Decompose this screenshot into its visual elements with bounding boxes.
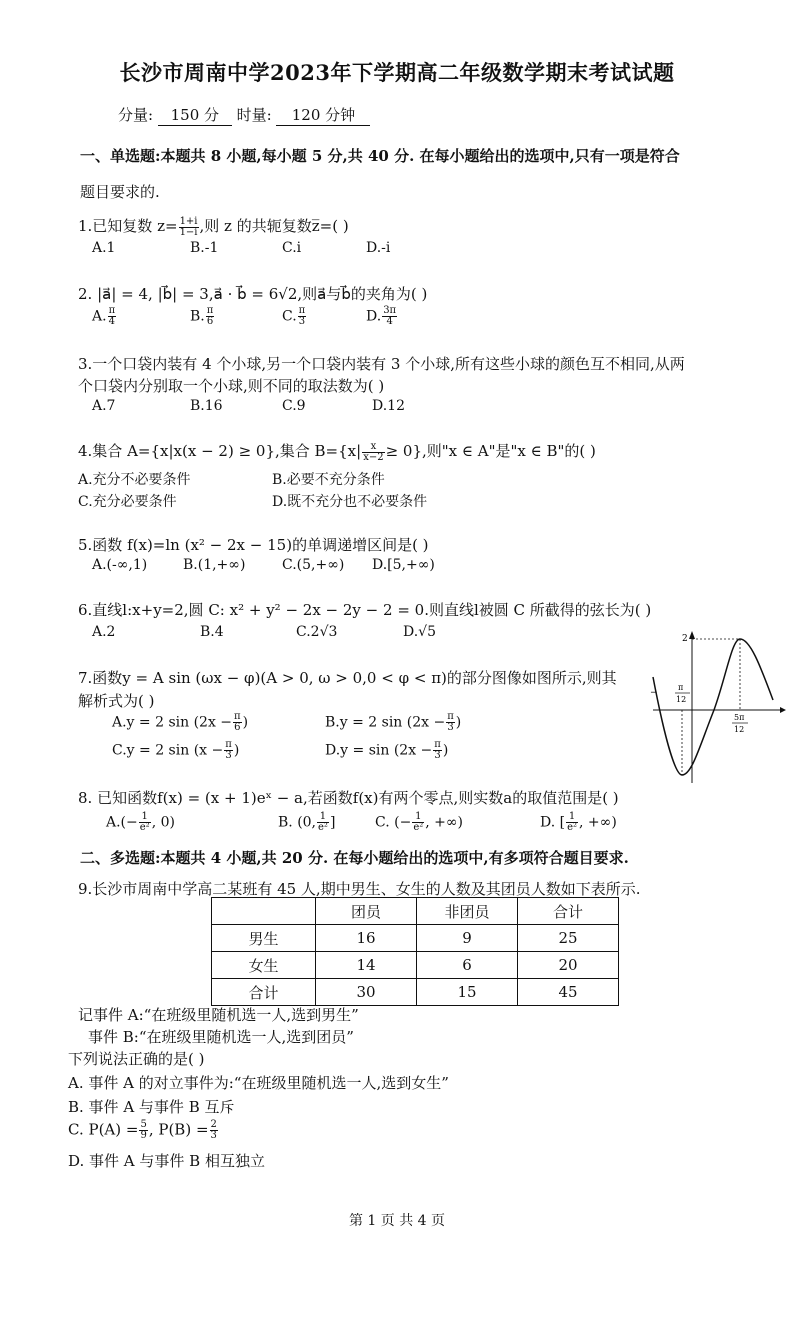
table-header-cell: 合计 [518, 898, 619, 925]
q5-option-d: D.[5,+∞) [372, 557, 435, 573]
q2-b-den: 6 [206, 316, 214, 327]
q2-a-label: A. [92, 308, 107, 325]
q8-d-pre: D. [ [540, 814, 566, 831]
table-cell: 6 [417, 952, 518, 979]
graph-minus-sign: − [650, 688, 658, 698]
q7-d-frac [433, 740, 442, 761]
q2-c-label: C. [282, 308, 297, 325]
q8-d-num: 1 [566, 812, 578, 823]
q8-b-pre: B. (0, [278, 814, 317, 831]
page-footer: 第 1 页 共 4 页 [348, 1213, 446, 1229]
q9-prompt: 下列说法正确的是( ) [68, 1050, 205, 1068]
score-value: 150 分 [158, 104, 232, 126]
q2-option-c [282, 306, 307, 327]
q4-den: x−2 [363, 451, 384, 463]
q2-a-den: 4 [108, 316, 116, 327]
q7-c-pre: C.y = 2 sin (x − [112, 742, 224, 759]
section2-header: 二、多选题:本题共 4 小题,共 20 分. 在每小题给出的选项中,有多项符合题目要求. [80, 849, 629, 867]
question-6: 6.直线l:x+y=2,圆 C: x² + y² − 2x − 2y − 2 = 0.则直线l被圆 C 所截得的弦长为( ) [78, 601, 652, 619]
question-1 [78, 215, 349, 238]
q7-a-post: ) [242, 714, 249, 731]
q3-option-b: B.16 [190, 398, 223, 414]
graph-left-den: 12 [676, 695, 687, 704]
q4-option-b: B.必要不充分条件 [272, 472, 385, 488]
table-cell: 14 [316, 952, 417, 979]
score-label: 分量: [118, 106, 154, 124]
q1-den: 1−i [179, 226, 198, 238]
q1-option-a: A.1 [92, 240, 116, 256]
q9-option-d: D. 事件 A 与事件 B 相互独立 [68, 1152, 265, 1170]
q7-option-c [112, 740, 239, 761]
q7-d-post: ) [442, 742, 449, 759]
q4-option-d: D.既不充分也不必要条件 [272, 494, 428, 510]
table-row [212, 952, 619, 979]
q2-a-num: π [108, 305, 116, 316]
question-4 [78, 440, 596, 463]
q8-c-frac [412, 812, 424, 833]
question-7-line1: 7.函数y = A sin (ωx − φ)(A > 0, ω > 0,0 < φ < π)的部分图像如图所示,则其 [78, 669, 617, 687]
y-axis-arrow-icon [689, 631, 695, 639]
q4-option-c: C.充分必要条件 [78, 494, 177, 510]
q8-a-post: , 0) [151, 814, 175, 831]
q4-fraction [362, 442, 384, 463]
graph-right-den: 12 [734, 725, 745, 734]
q7-a-den: 6 [234, 722, 241, 733]
question-5: 5.函数 f(x)=ln (x² − 2x − 15)的单调递增区间是( ) [78, 536, 429, 554]
table-header-cell: 团员 [316, 898, 417, 925]
q8-d-post: , +∞) [579, 814, 617, 831]
table-cell: 25 [518, 925, 619, 952]
q8-d-den: e² [567, 822, 578, 833]
q8-c-num: 1 [412, 812, 424, 823]
q7-b-frac [446, 712, 455, 733]
table-cell: 16 [316, 925, 417, 952]
q8-d-frac [566, 812, 578, 833]
q2-b-label: B. [190, 308, 205, 325]
q8-a-num: 1 [139, 812, 151, 823]
q7-a-pre: A.y = 2 sin (2x − [112, 714, 233, 731]
q2-c-den: 3 [298, 316, 306, 327]
table-cell: 45 [518, 979, 619, 1006]
section1-header-line2: 题目要求的. [80, 183, 160, 201]
q1-fraction [179, 217, 199, 238]
table-header-cell: 非团员 [417, 898, 518, 925]
q8-c-pre: C. (− [375, 814, 412, 831]
q7-c-num: π [225, 739, 232, 750]
q2-b-frac [206, 306, 215, 327]
q7-sine-graph [648, 625, 788, 785]
q2-d-label: D. [366, 308, 382, 325]
q8-option-d [540, 812, 617, 833]
q9-c-mid: , P(B) = [148, 1120, 209, 1139]
page-title: 长沙市周南中学2023年下学期高二年级数学期末考试试题 [119, 60, 675, 85]
table-row [212, 979, 619, 1006]
x-axis-arrow-icon [780, 707, 786, 713]
table-header-cell [212, 898, 316, 925]
table-cell: 15 [417, 979, 518, 1006]
q9-c-frac2 [210, 1120, 218, 1141]
q8-b-den: e² [318, 822, 328, 833]
q3-option-a: A.7 [92, 398, 116, 414]
q7-c-den: 3 [225, 750, 232, 761]
q7-d-den: 3 [434, 750, 441, 761]
graph-y-label: 2 [682, 634, 688, 644]
q2-c-frac [298, 306, 307, 327]
q6-option-a: A.2 [92, 624, 116, 640]
q2-d-den: 4 [386, 316, 393, 327]
q1-stem-pre: 1.已知复数 z= [78, 217, 178, 235]
q8-a-den: e² [139, 822, 150, 833]
q9-event-a: 记事件 A:“在班级里随机选一人,选到男生” [78, 1006, 359, 1024]
sine-curve [653, 639, 773, 775]
question-2: 2. |a⃗| = 4, |b⃗| = 3,a⃗ · b⃗ = 6√2,则a⃗与b⃗的夹角为( ) [78, 285, 428, 303]
q9-table [211, 897, 619, 1006]
q4-num: x [362, 442, 384, 453]
q9-c-num1: 5 [140, 1119, 147, 1130]
q6-option-c: C.2√3 [296, 624, 338, 640]
q7-a-num: π [234, 711, 241, 722]
q2-d-frac [382, 306, 397, 327]
q6-option-b: B.4 [200, 624, 224, 640]
q7-c-post: ) [233, 742, 240, 759]
exam-meta [118, 104, 370, 126]
q9-c-pre: C. P(A) = [68, 1120, 139, 1139]
q7-d-num: π [434, 739, 441, 750]
table-row [212, 925, 619, 952]
q8-c-post: , +∞) [425, 814, 464, 831]
table-cell: 20 [518, 952, 619, 979]
table-cell: 合计 [212, 979, 316, 1006]
q8-a-frac [139, 812, 151, 833]
q1-stem-post: ,则 z 的共轭复数z̅=( ) [199, 217, 349, 235]
question-8: 8. 已知函数f(x) = (x + 1)eˣ − a,若函数f(x)有两个零点,则实数a的取值范围是( ) [78, 789, 619, 807]
q9-c-den2: 3 [210, 1130, 217, 1141]
q2-b-num: π [206, 305, 214, 316]
q7-option-d [325, 740, 448, 761]
time-value: 120 分钟 [276, 104, 370, 126]
q6-option-d: D.√5 [403, 624, 437, 640]
q2-option-d [366, 306, 398, 327]
table-cell: 9 [417, 925, 518, 952]
question-9-intro: 9.长沙市周南中学高二某班有 45 人,期中男生、女生的人数及其团员人数如下表所示. [78, 880, 641, 898]
q9-c-frac1 [139, 1120, 147, 1141]
q8-option-b [278, 812, 335, 833]
q5-option-b: B.(1,+∞) [183, 557, 246, 573]
q2-c-num: π [298, 305, 306, 316]
q7-b-post: ) [455, 714, 462, 731]
q1-num: 1+i [179, 215, 198, 227]
q5-option-c: C.(5,+∞) [282, 557, 345, 573]
q9-c-den1: 9 [140, 1130, 147, 1141]
section1-header-line1: 一、单选题:本题共 8 小题,每小题 5 分,共 40 分. 在每小题给出的选项中,只有一项是符合 [80, 147, 680, 165]
q7-c-frac [224, 740, 233, 761]
q4-stem-post: ≥ 0},则"x ∈ A"是"x ∈ B"的( ) [385, 442, 596, 460]
q8-option-c [375, 812, 463, 833]
table-cell: 30 [316, 979, 417, 1006]
q8-a-pre: A.(− [106, 814, 138, 831]
q2-d-num: 3π [383, 305, 397, 316]
q7-option-a [112, 712, 248, 733]
q1-option-b: B.-1 [190, 240, 219, 256]
q4-stem-pre: 4.集合 A={x|x(x − 2) ≥ 0},集合 B={x| [78, 442, 362, 460]
question-7-line2: 解析式为( ) [78, 692, 155, 710]
q2-option-a [92, 306, 117, 327]
q3-option-d: D.12 [372, 398, 405, 414]
graph-right-num: 5π [734, 713, 745, 722]
question-3-line2: 个口袋内分别取一个小球,则不同的取法数为( ) [78, 377, 385, 395]
q3-option-c: C.9 [282, 398, 306, 414]
q7-b-num: π [447, 711, 454, 722]
table-header-row [212, 898, 619, 925]
q8-c-den: e² [413, 822, 424, 833]
q8-option-a [106, 812, 175, 833]
q9-option-b: B. 事件 A 与事件 B 互斥 [68, 1098, 235, 1116]
q8-b-num: 1 [317, 812, 329, 823]
q2-option-b [190, 306, 215, 327]
table-cell: 女生 [212, 952, 316, 979]
q1-option-c: C.i [282, 240, 302, 256]
graph-left-num: π [678, 683, 684, 692]
q8-b-frac [317, 812, 329, 833]
table-cell: 男生 [212, 925, 316, 952]
q9-c-num2: 2 [210, 1119, 217, 1130]
q9-event-b: 事件 B:“在班级里随机选一人,选到团员” [88, 1028, 354, 1046]
q7-d-pre: D.y = sin (2x − [325, 742, 433, 759]
question-3-line1: 3.一个口袋内装有 4 个小球,另一个口袋内装有 3 个小球,所有这些小球的颜色互不相同,从两 [78, 355, 685, 373]
q1-option-d: D.-i [366, 240, 391, 256]
q7-a-frac [233, 712, 242, 733]
q4-option-a: A.充分不必要条件 [78, 472, 191, 488]
q7-option-b [325, 712, 461, 733]
q5-option-a: A.(-∞,1) [92, 557, 148, 573]
q9-option-c [68, 1120, 219, 1141]
time-label: 时量: [236, 106, 272, 124]
q8-b-post: ] [329, 814, 336, 831]
q7-b-den: 3 [447, 722, 454, 733]
q7-b-pre: B.y = 2 sin (2x − [325, 714, 446, 731]
q9-option-a: A. 事件 A 的对立事件为:“在班级里随机选一人,选到女生” [68, 1074, 449, 1092]
q2-a-frac [108, 306, 117, 327]
